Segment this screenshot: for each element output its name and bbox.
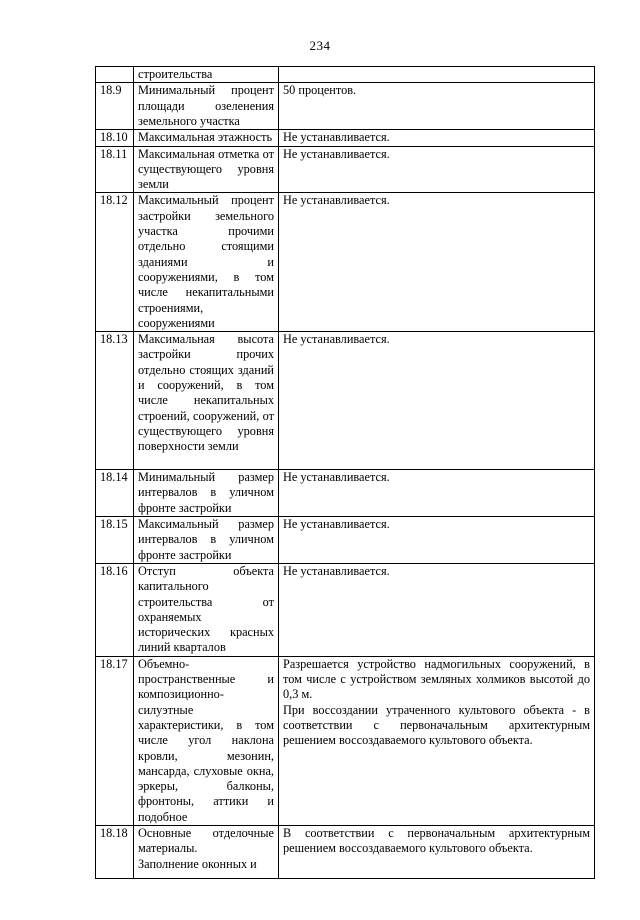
parameter-value: Не устанавливается. [279, 517, 595, 564]
row-number: 18.13 [96, 332, 134, 470]
row-number: 18.16 [96, 563, 134, 656]
regulations-table [95, 66, 595, 879]
table-row [96, 825, 595, 878]
parameter-value: Не устанавливается. [279, 563, 595, 656]
row-number: 18.9 [96, 83, 134, 130]
row-number: 18.14 [96, 470, 134, 517]
row-number [96, 67, 134, 83]
parameter-value-cell [279, 656, 595, 825]
row-number: 18.12 [96, 193, 134, 332]
parameter-name-cell [134, 825, 279, 878]
parameter-name: Минимальный процент площади озеленения земельного участка [134, 83, 279, 130]
table-row [96, 517, 595, 564]
table-row [96, 563, 595, 656]
row-number: 18.10 [96, 130, 134, 146]
table-row [96, 146, 595, 193]
parameter-name: Максимальный процент застройки земельного участка прочими отдельно стоящими зданиями и сооружениями, в том числе некапитальными строениями, сооружениями [134, 193, 279, 332]
parameter-name: строительства [134, 67, 279, 83]
parameter-name: Максимальная высота застройки прочих отдельно стоящих зданий и сооружений, в том числе некапитальных строений, сооружений, от существующего уровня поверхности земли [134, 332, 279, 470]
parameter-value: Не устанавливается. [279, 193, 595, 332]
parameter-name: Максимальный размер интервалов в уличном фронте застройки [134, 517, 279, 564]
row-number: 18.17 [96, 656, 134, 825]
table-row [96, 656, 595, 825]
row-number: 18.15 [96, 517, 134, 564]
parameter-value: В соответствии с первоначальным архитектурным решением воссоздаваемого культового объекта. [279, 825, 595, 878]
parameter-value: Не устанавливается. [279, 332, 595, 470]
parameter-name: Объемно-пространственные и композиционно-силуэтные характеристики, в том числе угол наклона кровли, мезонин, мансарда, слуховые окна, эркеры, балконы, фронтоны, аттики и подобное [134, 656, 279, 825]
page-number: 234 [309, 38, 331, 53]
row-number: 18.11 [96, 146, 134, 193]
parameter-value: 50 процентов. [279, 83, 595, 130]
parameter-value: Не устанавливается. [279, 470, 595, 517]
parameter-name: Отступ объекта капитального строительства от охраняемых исторических красных линий кварталов [134, 563, 279, 656]
table-row [96, 332, 595, 470]
table-row [96, 130, 595, 146]
table-row [96, 470, 595, 517]
table-row [96, 67, 595, 83]
parameter-name-continued: Заполнение оконных и [138, 856, 257, 871]
table-row [96, 83, 595, 130]
parameter-value: Не устанавливается. [279, 130, 595, 146]
parameter-name: Максимальная отметка от существующего уровня земли [134, 146, 279, 193]
parameter-value: Разрешается устройство надмогильных сооружений, в том числе с устройством земляных холмиков высотой до 0,3 м. [283, 656, 590, 702]
parameter-value-continued: При воссоздании утраченного культового объекта - в соответствии с первоначальным архитектурным решением воссоздаваемого культового объекта. [283, 702, 590, 748]
parameter-value [279, 67, 595, 83]
table-row [96, 193, 595, 332]
parameter-value: Не устанавливается. [279, 146, 595, 193]
parameter-name: Минимальный размер интервалов в уличном фронте застройки [134, 470, 279, 517]
parameter-name: Основные отделочные материалы. [138, 825, 274, 856]
row-number: 18.18 [96, 825, 134, 878]
parameter-name: Максимальная этажность [134, 130, 279, 146]
